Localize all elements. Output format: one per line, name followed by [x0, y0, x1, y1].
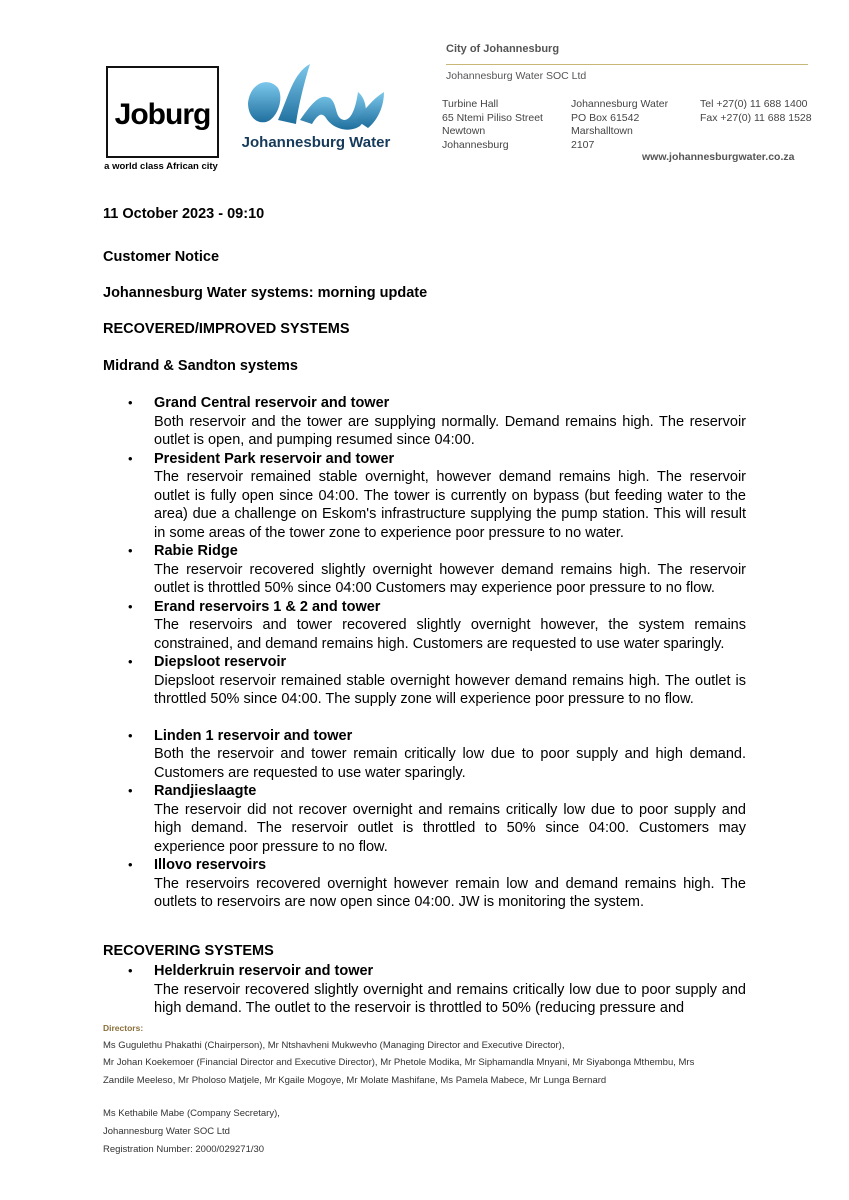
- list-item: [128, 450, 746, 543]
- section-recovering: RECOVERING SYSTEMS: [103, 943, 274, 959]
- joburg-tagline: a world class African city: [104, 161, 218, 172]
- list-item: [128, 856, 746, 912]
- item-title: President Park reservoir and tower: [154, 450, 395, 467]
- list-item: [128, 653, 746, 709]
- header-divider: [446, 64, 808, 65]
- item-title: Randjieslaagte: [154, 783, 257, 799]
- joburg-logo-frame: [106, 66, 219, 158]
- address-line: Johannesburg: [442, 138, 509, 151]
- list-item: [128, 394, 746, 450]
- bullet-icon: •: [128, 654, 133, 669]
- notice-title: Johannesburg Water systems: morning update: [103, 285, 428, 301]
- bullet-icon: •: [128, 598, 133, 614]
- address-street: [442, 98, 543, 152]
- item-title: Diepsloot reservoir: [154, 654, 287, 670]
- list-item: [128, 962, 746, 1018]
- directors-line: Zandile Meeleso, Mr Pholoso Matjele, Mr Kgaile Mogoye, Mr Molate Mashifane, Ms Pamela Mabece, Mr Lunga Bernard: [103, 1075, 607, 1086]
- subsection-midrand-sandton: Midrand & Sandton systems: [103, 358, 298, 374]
- list-item: [128, 782, 746, 856]
- system-status-list: [128, 394, 746, 912]
- bullet-icon: •: [128, 395, 133, 410]
- item-title: Rabie Ridge: [154, 543, 238, 559]
- bullet-icon: •: [128, 543, 133, 558]
- joburg-logo: [97, 62, 225, 178]
- footer-company: Johannesburg Water SOC Ltd: [103, 1126, 230, 1137]
- bullet-icon: •: [128, 727, 133, 743]
- address-line: Newtown: [442, 125, 486, 137]
- item-text: Both reservoir and the tower are supplying normally. Demand remains high. The reservoir outlet is open, and pumping resumed since 04:00.: [154, 413, 746, 448]
- jw-logo-name: Johannesburg Water: [241, 134, 391, 151]
- address-line: Marshalltown: [571, 125, 633, 137]
- list-item: [128, 542, 746, 598]
- recovering-system-list: [128, 962, 746, 1018]
- header-city: City of Johannesburg: [446, 43, 560, 55]
- bullet-icon: •: [128, 857, 133, 872]
- phone-number: Tel +27(0) 11 688 1400: [700, 98, 808, 110]
- item-text: Both the reservoir and tower remain critically low due to poor supply and high demand. Customers are requested to use water sparingly.: [154, 746, 746, 781]
- address-line: 2107: [571, 138, 595, 151]
- item-text: The reservoir recovered slightly overnight and remains critically low due to poor supply and high demand. The outlet to the reservoir is throttled to 50% (reducing pressure and: [154, 981, 746, 1016]
- directors-label: Directors:: [103, 1023, 144, 1033]
- list-item: [128, 727, 746, 783]
- address-line: Turbine Hall: [442, 98, 499, 110]
- bullet-icon: •: [128, 963, 133, 978]
- bullet-icon: •: [128, 450, 133, 466]
- item-title: Grand Central reservoir and tower: [154, 395, 390, 411]
- notice-date: 11 October 2023 - 09:10: [103, 206, 265, 222]
- website-link[interactable]: www.johannesburgwater.co.za: [642, 151, 795, 163]
- item-text: The reservoir did not recover overnight and remains critically low due to poor supply and high demand. The reservoir outlet is throttled to 50% since 04:00. Customers may experience poor pressure to no flow.: [154, 801, 746, 855]
- section-recovered: RECOVERED/IMPROVED SYSTEMS: [103, 321, 350, 337]
- item-title: Helderkruin reservoir and tower: [154, 963, 374, 979]
- address-postal: [571, 98, 668, 152]
- item-title: Illovo reservoirs: [154, 857, 267, 873]
- jw-wave-icon: [238, 58, 394, 136]
- item-title: Erand reservoirs 1 & 2 and tower: [154, 598, 381, 615]
- header-company: Johannesburg Water SOC Ltd: [446, 70, 587, 82]
- contact-numbers: [700, 98, 812, 125]
- directors-line: Mr Johan Koekemoer (Financial Director and Executive Director), Mr Phetole Modika, Mr Siphamandla Mnyani, Mr Siyabonga Mthembu, Mrs: [103, 1057, 695, 1068]
- address-line: PO Box 61542: [571, 111, 640, 124]
- bullet-icon: •: [128, 783, 133, 798]
- item-text: The reservoir remained stable overnight, however demand remains high. The reservoir outlet is fully open since 04:00. The tower is currently on bypass (but feeding water to the area) due a challenge on Eskom's infrastructure supplying the pump station. This will result in some areas of the tower zone to experience poor pressure to no water.: [154, 469, 746, 541]
- item-title: Linden 1 reservoir and tower: [154, 727, 353, 744]
- fax-number: Fax +27(0) 11 688 1528: [700, 111, 812, 124]
- item-text: The reservoirs and tower recovered slightly overnight however, the system remains constrained, and demand remains high. Customers are requested to use water sparingly.: [154, 617, 746, 652]
- item-text: The reservoirs recovered overnight however remain low and demand remains high. The outlets to reservoirs are now open since 04:00. JW is monitoring the system.: [154, 875, 746, 910]
- list-item: [128, 598, 746, 654]
- address-line: 65 Ntemi Piliso Street: [442, 111, 543, 124]
- joburg-logo-text: Joburg: [114, 98, 211, 131]
- item-text: Diepsloot reservoir remained stable overnight however demand remains high. The outlet is throttled 50% since 04:00. The supply zone will experience poor pressure to no flow.: [154, 672, 746, 707]
- company-secretary: Ms Kethabile Mabe (Company Secretary),: [103, 1108, 280, 1119]
- item-text: The reservoir recovered slightly overnight however demand remains high. The reservoir outlet is throttled 50% since 04:00 Customers may experience poor pressure to no flow.: [154, 561, 746, 596]
- directors-line: Ms Gugulethu Phakathi (Chairperson), Mr Ntshavheni Mukwevho (Managing Director and Executive Director),: [103, 1040, 565, 1051]
- notice-type: Customer Notice: [103, 249, 220, 265]
- address-line: Johannesburg Water: [571, 98, 669, 110]
- registration-number: Registration Number: 2000/029271/30: [103, 1144, 265, 1155]
- johannesburg-water-logo: [238, 58, 394, 178]
